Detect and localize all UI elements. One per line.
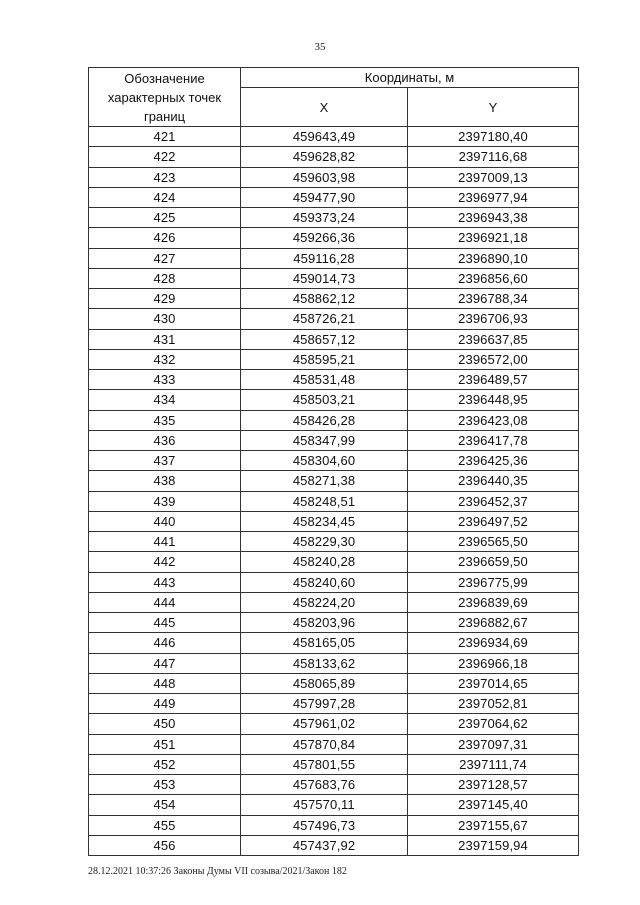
y-coordinate-cell: 2396565,50 [408, 532, 579, 552]
table-row [89, 815, 579, 835]
y-coordinate-cell: 2396839,69 [408, 592, 579, 612]
x-coordinate-cell: 457496,73 [241, 815, 408, 835]
y-coordinate-cell: 2396977,94 [408, 187, 579, 207]
table-row [89, 491, 579, 511]
table-row [89, 410, 579, 430]
table-row [89, 228, 579, 248]
table-row [89, 309, 579, 329]
table-row [89, 795, 579, 815]
point-cell: 436 [89, 430, 241, 450]
table-row [89, 370, 579, 390]
table-row [89, 329, 579, 349]
x-coordinate-cell: 457683,76 [241, 775, 408, 795]
point-cell: 455 [89, 815, 241, 835]
x-coordinate-cell: 458304,60 [241, 451, 408, 471]
x-column-header: X [241, 88, 408, 127]
point-cell: 445 [89, 613, 241, 633]
table-row [89, 147, 579, 167]
table-row [89, 451, 579, 471]
x-coordinate-cell: 458531,48 [241, 370, 408, 390]
x-coordinate-cell: 457570,11 [241, 795, 408, 815]
table-row [89, 511, 579, 531]
y-coordinate-cell: 2396423,08 [408, 410, 579, 430]
document-footer: 28.12.2021 10:37:26 Законы Думы VII созыва/2021/Закон 182 [88, 866, 347, 877]
y-coordinate-cell: 2396572,00 [408, 349, 579, 369]
point-cell: 424 [89, 187, 241, 207]
y-coordinate-cell: 2396637,85 [408, 329, 579, 349]
x-coordinate-cell: 459643,49 [241, 127, 408, 147]
table-row [89, 734, 579, 754]
point-cell: 447 [89, 653, 241, 673]
table-row [89, 167, 579, 187]
point-cell: 446 [89, 633, 241, 653]
point-cell: 444 [89, 592, 241, 612]
x-coordinate-cell: 458165,05 [241, 633, 408, 653]
x-coordinate-cell: 458229,30 [241, 532, 408, 552]
table-row [89, 754, 579, 774]
table-row [89, 127, 579, 147]
point-cell: 433 [89, 370, 241, 390]
point-column-header: Обозначение характерных точек границ [89, 68, 241, 127]
table-row [89, 187, 579, 207]
x-coordinate-cell: 458240,60 [241, 572, 408, 592]
x-coordinate-cell: 458347,99 [241, 430, 408, 450]
y-coordinate-cell: 2397159,94 [408, 835, 579, 855]
y-coordinate-cell: 2396706,93 [408, 309, 579, 329]
point-cell: 434 [89, 390, 241, 410]
table-row [89, 572, 579, 592]
point-cell: 440 [89, 511, 241, 531]
table-row [89, 613, 579, 633]
point-cell: 437 [89, 451, 241, 471]
x-coordinate-cell: 458133,62 [241, 653, 408, 673]
table-row [89, 349, 579, 369]
y-coordinate-cell: 2397009,13 [408, 167, 579, 187]
point-cell: 428 [89, 268, 241, 288]
point-cell: 421 [89, 127, 241, 147]
x-coordinate-cell: 459116,28 [241, 248, 408, 268]
point-cell: 432 [89, 349, 241, 369]
x-coordinate-cell: 459477,90 [241, 187, 408, 207]
y-coordinate-cell: 2396943,38 [408, 208, 579, 228]
point-cell: 427 [89, 248, 241, 268]
point-cell: 453 [89, 775, 241, 795]
point-cell: 456 [89, 835, 241, 855]
y-coordinate-cell: 2397128,57 [408, 775, 579, 795]
y-coordinate-cell: 2396489,57 [408, 370, 579, 390]
point-cell: 431 [89, 329, 241, 349]
x-coordinate-cell: 458271,38 [241, 471, 408, 491]
table-row [89, 248, 579, 268]
x-coordinate-cell: 458234,45 [241, 511, 408, 531]
table-row [89, 208, 579, 228]
y-coordinate-cell: 2396425,36 [408, 451, 579, 471]
table-row [89, 633, 579, 653]
x-coordinate-cell: 457870,84 [241, 734, 408, 754]
y-coordinate-cell: 2396882,67 [408, 613, 579, 633]
y-coordinate-cell: 2397111,74 [408, 754, 579, 774]
x-coordinate-cell: 458503,21 [241, 390, 408, 410]
point-cell: 422 [89, 147, 241, 167]
x-coordinate-cell: 459373,24 [241, 208, 408, 228]
point-cell: 443 [89, 572, 241, 592]
y-coordinate-cell: 2396966,18 [408, 653, 579, 673]
table-row [89, 390, 579, 410]
x-coordinate-cell: 459603,98 [241, 167, 408, 187]
point-cell: 448 [89, 673, 241, 693]
y-coordinate-cell: 2396788,34 [408, 289, 579, 309]
x-coordinate-cell: 457801,55 [241, 754, 408, 774]
x-coordinate-cell: 458248,51 [241, 491, 408, 511]
table-row [89, 714, 579, 734]
point-cell: 429 [89, 289, 241, 309]
x-coordinate-cell: 458726,21 [241, 309, 408, 329]
x-coordinate-cell: 457961,02 [241, 714, 408, 734]
y-coordinate-cell: 2397064,62 [408, 714, 579, 734]
point-cell: 449 [89, 694, 241, 714]
x-coordinate-cell: 458862,12 [241, 289, 408, 309]
table-row [89, 471, 579, 491]
y-coordinate-cell: 2396452,37 [408, 491, 579, 511]
page-number: 35 [314, 41, 326, 53]
x-coordinate-cell: 458203,96 [241, 613, 408, 633]
table-row [89, 552, 579, 572]
point-cell: 435 [89, 410, 241, 430]
y-coordinate-cell: 2397145,40 [408, 795, 579, 815]
table-row [89, 694, 579, 714]
y-coordinate-cell: 2396497,52 [408, 511, 579, 531]
table-row [89, 268, 579, 288]
x-coordinate-cell: 459628,82 [241, 147, 408, 167]
point-cell: 441 [89, 532, 241, 552]
point-cell: 438 [89, 471, 241, 491]
table-row [89, 835, 579, 855]
y-coordinate-cell: 2396775,99 [408, 572, 579, 592]
table-row [89, 430, 579, 450]
y-coordinate-cell: 2396659,50 [408, 552, 579, 572]
x-coordinate-cell: 458657,12 [241, 329, 408, 349]
coordinates-group-header: Координаты, м [241, 68, 579, 88]
point-cell: 439 [89, 491, 241, 511]
y-coordinate-cell: 2397155,67 [408, 815, 579, 835]
x-coordinate-cell: 458595,21 [241, 349, 408, 369]
table-row [89, 592, 579, 612]
coordinates-table-header [89, 68, 579, 127]
y-coordinate-cell: 2397116,68 [408, 147, 579, 167]
table-row [89, 673, 579, 693]
point-cell: 423 [89, 167, 241, 187]
y-coordinate-cell: 2397097,31 [408, 734, 579, 754]
coordinates-table [88, 67, 579, 856]
y-coordinate-cell: 2396448,95 [408, 390, 579, 410]
y-coordinate-cell: 2396934,69 [408, 633, 579, 653]
x-coordinate-cell: 459266,36 [241, 228, 408, 248]
point-cell: 451 [89, 734, 241, 754]
x-coordinate-cell: 457997,28 [241, 694, 408, 714]
x-coordinate-cell: 458240,28 [241, 552, 408, 572]
x-coordinate-cell: 457437,92 [241, 835, 408, 855]
point-cell: 452 [89, 754, 241, 774]
x-coordinate-cell: 458426,28 [241, 410, 408, 430]
y-coordinate-cell: 2396417,78 [408, 430, 579, 450]
x-coordinate-cell: 458224,20 [241, 592, 408, 612]
point-cell: 450 [89, 714, 241, 734]
point-cell: 425 [89, 208, 241, 228]
y-column-header: Y [408, 88, 579, 127]
y-coordinate-cell: 2396890,10 [408, 248, 579, 268]
y-coordinate-cell: 2396856,60 [408, 268, 579, 288]
y-coordinate-cell: 2396921,18 [408, 228, 579, 248]
table-row [89, 653, 579, 673]
x-coordinate-cell: 459014,73 [241, 268, 408, 288]
coordinates-table-body [89, 127, 579, 856]
table-row [89, 289, 579, 309]
point-cell: 454 [89, 795, 241, 815]
point-cell: 442 [89, 552, 241, 572]
table-row [89, 532, 579, 552]
y-coordinate-cell: 2397014,65 [408, 673, 579, 693]
table-row [89, 775, 579, 795]
x-coordinate-cell: 458065,89 [241, 673, 408, 693]
y-coordinate-cell: 2397052,81 [408, 694, 579, 714]
y-coordinate-cell: 2396440,35 [408, 471, 579, 491]
y-coordinate-cell: 2397180,40 [408, 127, 579, 147]
point-cell: 426 [89, 228, 241, 248]
point-cell: 430 [89, 309, 241, 329]
